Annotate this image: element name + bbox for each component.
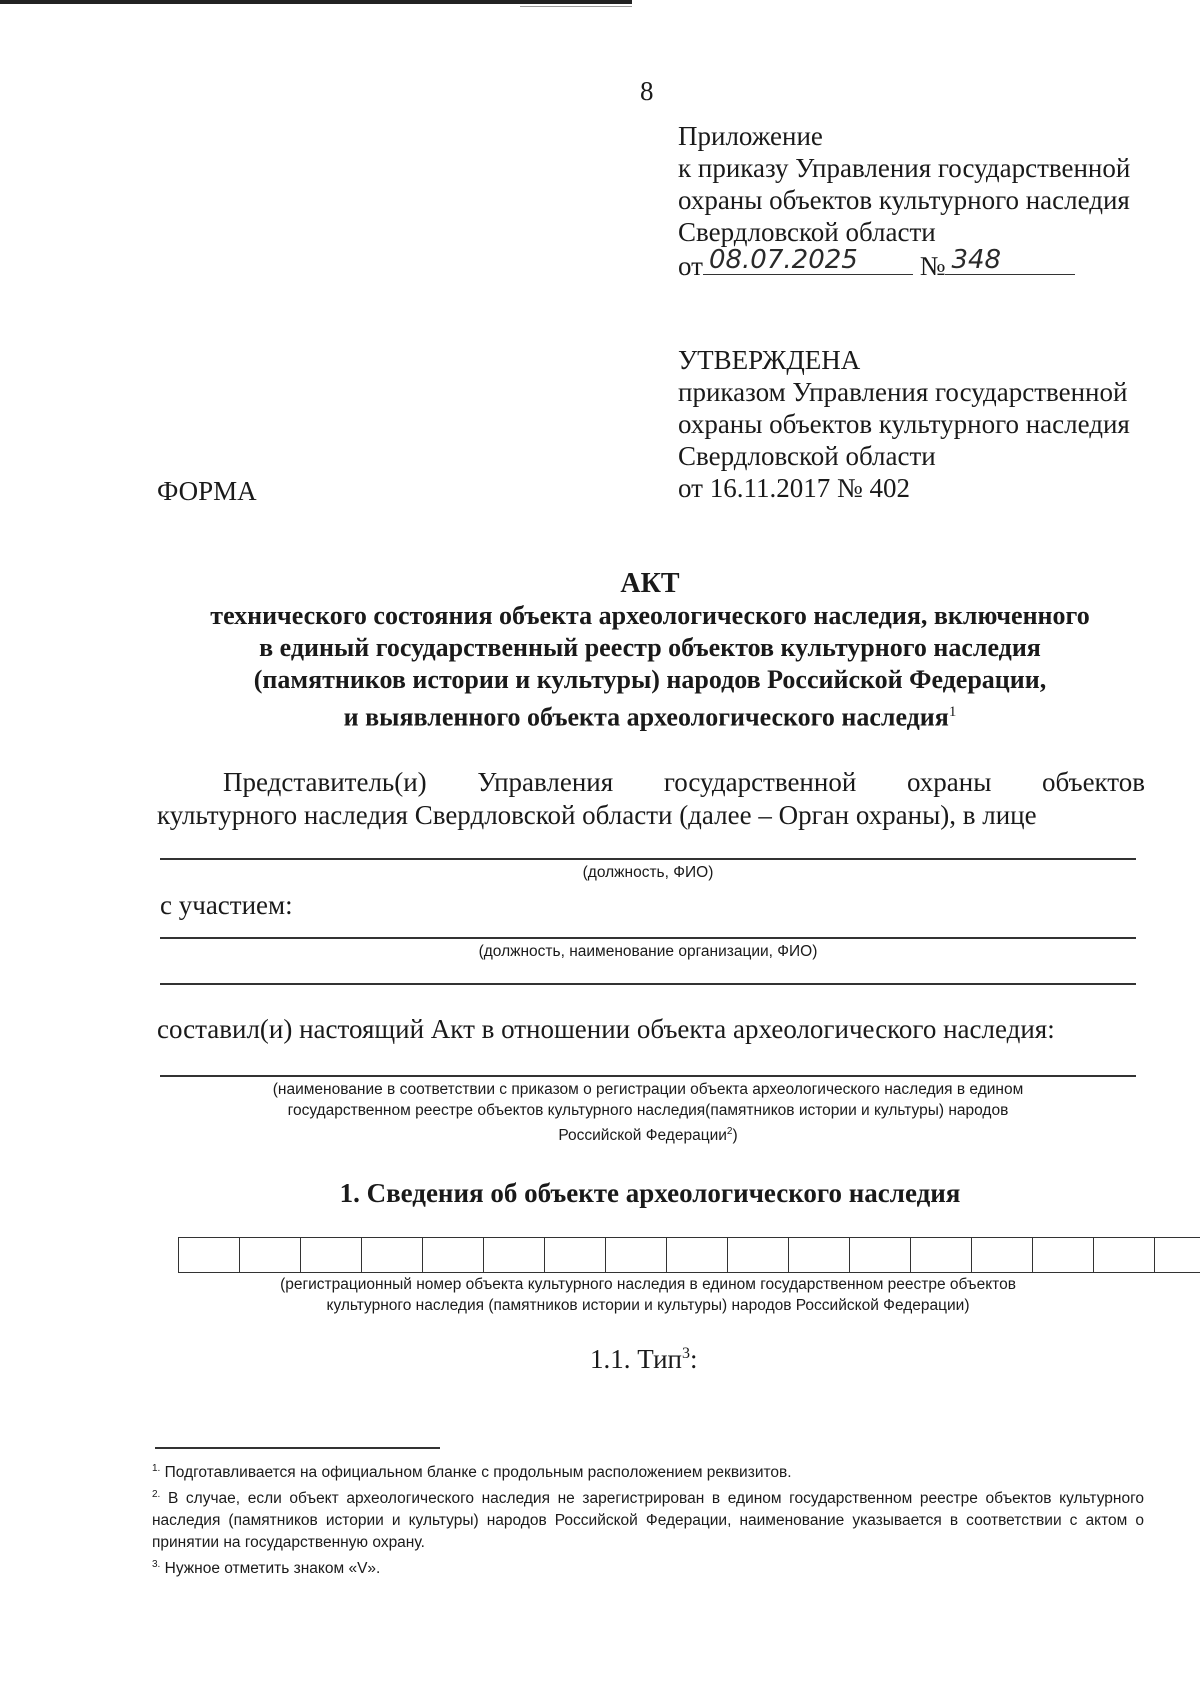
footnote-text: Нужное отметить знаком «V». — [160, 1560, 381, 1578]
caption-line: государственном реестре объектов культурного наследия(памятников истории и культуры) народов — [287, 1102, 1009, 1119]
registration-number-cell[interactable] — [240, 1238, 301, 1272]
act-title — [150, 568, 1150, 734]
footnote-number: 2. — [152, 1489, 161, 1501]
registration-number-cell[interactable] — [667, 1238, 728, 1272]
fill-line-representative — [160, 858, 1136, 860]
type-text: 1.1. Тип — [590, 1344, 682, 1374]
footnote-1 — [152, 1458, 1144, 1484]
footnote-text: Подготавливается на официальном бланке с продольным расположением реквизитов. — [160, 1464, 792, 1482]
registration-number-cell[interactable] — [1094, 1238, 1155, 1272]
number-blank — [945, 245, 1075, 275]
caption-position-org-name: (должность, наименование организации, ФИО) — [478, 943, 818, 960]
form-label: ФОРМА — [157, 476, 257, 506]
fill-line-participants-2 — [160, 983, 1136, 985]
registration-number-cell[interactable] — [362, 1238, 423, 1272]
number-prefix: № — [919, 251, 946, 281]
act-heading: АКТ — [620, 568, 680, 599]
date-blank — [703, 245, 913, 275]
caption-line-last — [160, 1121, 1136, 1146]
registration-number-grid[interactable] — [178, 1237, 1200, 1273]
appendix-block — [678, 120, 1130, 282]
registration-number-cell[interactable] — [850, 1238, 911, 1272]
footnote-number: 3. — [152, 1559, 161, 1571]
registration-number-cell[interactable] — [1155, 1238, 1200, 1272]
scan-edge-line-thin — [520, 6, 632, 7]
approved-line: УТВЕРЖДЕНА — [678, 345, 861, 375]
caption-object-name — [160, 1079, 1136, 1146]
page-number: 8 — [640, 76, 654, 106]
participation-label: с участием: — [160, 890, 293, 920]
fill-line-object-name — [160, 1075, 1136, 1077]
intro-line: культурного наследия Свердловской области (далее – Орган охраны), в лице — [157, 800, 1037, 830]
act-title-line-last — [150, 696, 1150, 734]
date-prefix: от — [678, 251, 703, 281]
section-1-title: 1. Сведения об объекте археологического наследия — [339, 1178, 961, 1208]
registration-number-cell[interactable] — [179, 1238, 240, 1272]
intro-line: Представитель(и) Управления государственной охраны объектов — [223, 767, 1145, 797]
caption-position-name: (должность, ФИО) — [582, 864, 714, 881]
fill-line-participants — [160, 937, 1136, 939]
footnote-separator — [155, 1447, 440, 1449]
appendix-line: к приказу Управления государственной — [678, 153, 1131, 183]
act-title-line: технического состояния объекта археологического наследия, включенного — [210, 601, 1090, 630]
handwritten-number: 348 — [951, 245, 1002, 275]
registration-number-cell[interactable] — [1033, 1238, 1094, 1272]
registration-number-cell[interactable] — [911, 1238, 972, 1272]
approved-line: от 16.11.2017 № 402 — [678, 473, 910, 503]
act-title-line: и выявленного объекта археологического наследия — [343, 702, 949, 732]
footnote-3 — [152, 1554, 1144, 1580]
handwritten-date: 08.07.2025 — [708, 245, 858, 275]
appendix-line: охраны объектов культурного наследия — [678, 185, 1130, 215]
caption-line: Российской Федерации — [558, 1127, 727, 1145]
registration-number-cell[interactable] — [545, 1238, 606, 1272]
appendix-date-line — [678, 245, 1130, 282]
act-title-line: (памятников истории и культуры) народов Российской Федерации, — [253, 665, 1047, 694]
footnote-ref: 2 — [726, 1126, 733, 1137]
registration-number-cell[interactable] — [484, 1238, 545, 1272]
composed-statement: составил(и) настоящий Акт в отношении объекта археологического наследия: — [157, 1014, 1055, 1044]
footnote-ref: 3 — [681, 1345, 690, 1362]
type-label — [590, 1344, 697, 1375]
approved-block — [678, 344, 1130, 504]
footnotes — [152, 1458, 1144, 1580]
registration-number-cell[interactable] — [789, 1238, 850, 1272]
footnote-text: В случае, если объект археологического наследия не зарегистрирован в едином государственном реестре объектов культурного наследия (памятников истории и культуры) народов Российской Федерации, наименование указывается в соответствии с актом о принятии на государственную охрану. — [152, 1490, 1144, 1552]
act-title-line: в единый государственный реестр объектов культурного наследия — [259, 633, 1041, 662]
approved-line: приказом Управления государственной — [678, 377, 1128, 407]
registration-number-cell[interactable] — [972, 1238, 1033, 1272]
type-colon: : — [689, 1344, 698, 1374]
footnote-number: 1. — [152, 1463, 161, 1474]
caption-line: культурного наследия (памятников истории и культуры) народов Российской Федерации) — [326, 1297, 970, 1314]
caption-line: (наименование в соответствии с приказом о регистрации объекта археологического наследия в едином — [272, 1081, 1024, 1098]
caption-registration-number — [160, 1274, 1136, 1316]
caption-close: ) — [732, 1127, 738, 1145]
approved-line: охраны объектов культурного наследия — [678, 409, 1130, 439]
registration-number-cell[interactable] — [728, 1238, 789, 1272]
registration-number-cell[interactable] — [301, 1238, 362, 1272]
approved-line: Свердловской области — [678, 441, 936, 471]
registration-number-cell[interactable] — [423, 1238, 484, 1272]
footnote-ref: 1 — [948, 704, 957, 720]
appendix-line: Приложение — [678, 121, 823, 151]
scan-edge-line — [0, 0, 632, 4]
footnote-2 — [152, 1484, 1144, 1554]
intro-paragraph — [157, 766, 1145, 832]
appendix-line: Свердловской области — [678, 217, 936, 247]
caption-line: (регистрационный номер объекта культурного наследия в едином государственном реестре объектов — [280, 1276, 1016, 1293]
registration-number-cell[interactable] — [606, 1238, 667, 1272]
